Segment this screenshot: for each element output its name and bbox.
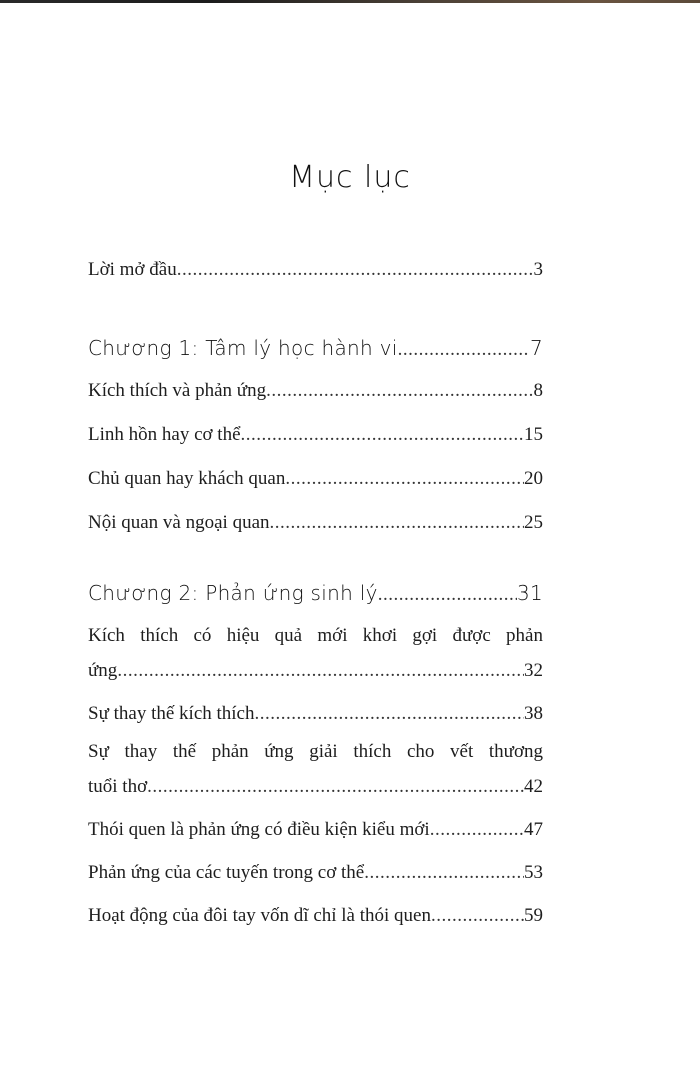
toc-entry-label: Phản ứng của các tuyến trong cơ thể (88, 862, 365, 883)
toc-entry[interactable] (88, 818, 543, 842)
toc-entry-label: Thói quen là phản ứng có điều kiện kiểu mới (88, 819, 430, 840)
dot-leader (430, 818, 524, 842)
dot-leader (398, 338, 530, 362)
dot-leader (117, 659, 524, 683)
toc-entry-label-line1: Kích thích có hiệu quả mới khơi gợi được phản (88, 625, 543, 646)
dot-leader (431, 904, 524, 928)
dot-leader (147, 775, 524, 799)
toc-page-number: 38 (524, 703, 543, 724)
toc-page-number: 59 (524, 905, 543, 926)
toc-chapter-label: Chương 2: Phản ứng sinh lý (88, 581, 378, 605)
dot-leader (364, 861, 524, 885)
toc-page-number: 53 (524, 862, 543, 883)
toc-entry-label: Nội quan và ngoại quan (88, 512, 270, 533)
toc-entry[interactable] (88, 861, 543, 885)
toc-entry-label: Linh hồn hay cơ thể (88, 424, 241, 445)
toc-page-number: 15 (524, 424, 543, 445)
scan-edge (0, 0, 700, 3)
toc-entry-label: Chủ quan hay khách quan (88, 468, 286, 489)
dot-leader (177, 258, 534, 282)
toc-entry[interactable] (88, 702, 543, 726)
toc-page-number: 25 (524, 512, 543, 533)
toc-entry-label: Kích thích và phản ứng (88, 380, 267, 401)
toc-entry[interactable] (88, 467, 543, 491)
dot-leader (270, 511, 524, 535)
dot-leader (255, 702, 525, 726)
toc-entry[interactable] (88, 423, 543, 447)
toc-entry-label: Lời mở đầu (88, 259, 177, 280)
toc-entry[interactable] (88, 740, 543, 799)
toc-page-number: 42 (524, 776, 543, 797)
toc-entry-label-line1: Sự thay thế phản ứng giải thích cho vết thương (88, 741, 543, 762)
toc-page-number: 32 (524, 660, 543, 681)
dot-leader (285, 467, 524, 491)
toc-page-number: 8 (533, 380, 543, 401)
dot-leader (378, 583, 517, 607)
toc-page-number: 31 (516, 581, 543, 605)
toc-page-number: 3 (533, 259, 543, 280)
toc-page-number: 47 (524, 819, 543, 840)
toc-entry[interactable] (88, 624, 543, 683)
toc-entry[interactable] (88, 511, 543, 535)
toc-chapter-2[interactable] (88, 581, 543, 607)
toc-entry-label: ứng (88, 660, 118, 681)
toc-entry[interactable] (88, 379, 543, 403)
toc-page-number: 20 (524, 468, 543, 489)
toc-page-number: 7 (529, 336, 543, 360)
toc-entry-label: tuổi thơ (88, 776, 148, 797)
dot-leader (266, 379, 533, 403)
toc-entry[interactable] (88, 904, 543, 928)
dot-leader (241, 423, 524, 447)
toc-entry-preface[interactable] (88, 258, 543, 282)
page-title: Mục lục (289, 160, 411, 195)
toc-entry-label: Hoạt động của đôi tay vốn dĩ chỉ là thói quen (88, 905, 431, 926)
toc-entry-label: Sự thay thế kích thích (88, 703, 255, 724)
toc-chapter-1[interactable] (88, 336, 543, 362)
toc-chapter-label: Chương 1: Tâm lý học hành vi (88, 336, 398, 360)
